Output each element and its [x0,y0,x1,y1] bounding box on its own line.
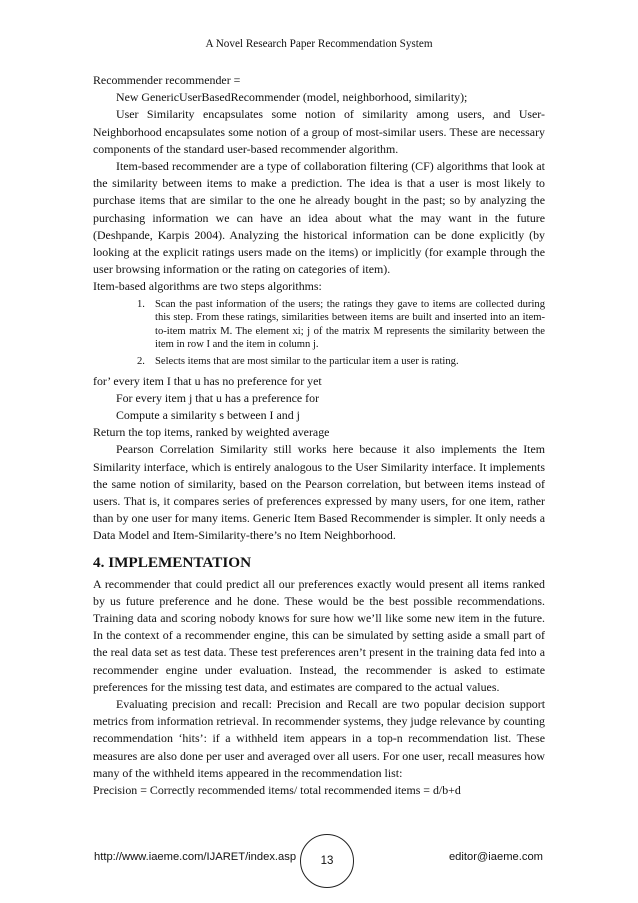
section-heading-implementation: 4. IMPLEMENTATION [93,553,252,571]
pseudocode-line-4: Return the top items, ranked by weighted average [93,425,330,440]
paragraph-item-based: Item-based recommender are a type of collaboration filtering (CF) algorithms that look at the similarity between items to make a prediction. The idea is that a user is most likely to purchase items that are similar to the one he already bought in the past; so by analyzing the purchasing information we can have an idea about what the may want in the future (Deshpande, Karpis 2004). Analyzing the historical information can be done explicitly (by looking at the explicit ratings users made on the items) or implicitly (for example through the user browsing information or the rating on categories of item). [93,159,545,277]
pseudocode-line-3: Compute a similarity s between I and j [116,408,300,423]
list-item [137,355,545,369]
list-item-text: Scan the past information of the users; the ratings they gave to items are collected during this step. From these ratings, similarities between items are built and inserted into an item-to-item matrix M. The element xi; j of the matrix M represents the similarity between the item in row I and the item in column j. [155,298,545,351]
list-item-number: 2. [137,356,145,368]
code-line-recommender-new: New GenericUserBasedRecommender (model, neighborhood, similarity); [116,90,468,105]
footer-email-link[interactable]: editor@iaeme.com [448,851,543,863]
paragraph-evaluation: Evaluating precision and recall: Precision and Recall are two popular decision support metrics from information retrieval. In recommender systems, they judge relevance by counting recommendation ‘hits’: if a withheld item appears in a top-n recommendation list. These measures are also done per user and averaged over all users. For one user, recall measures how many of the withheld items appeared in the recommendation list: [93,697,545,780]
page-number: 13 [320,855,334,867]
steps-intro: Item-based algorithms are two steps algorithms: [93,279,322,294]
steps-list [93,298,545,369]
paragraph-implementation: A recommender that could predict all our preferences exactly would present all items ranked by us future preference and he done. These would be the best possible recommendations. Training data and scoring nobody knows for sure how we’ll like some new item in the future. In the context of a recommender engine, this can be simulated by setting aside a small part of the real data set as test data. These test preferences aren’t present in the training data fed into a recommender engine under evaluation. Instead, the recommender is asked to estimate preferences for the missing test data, and estimates are compared to the actual values. [93,576,545,694]
list-item [137,298,545,352]
running-header-title: A Novel Research Paper Recommendation System [205,38,433,50]
formula-precision: Precision = Correctly recommended items/ total recommended items = d/b+d [93,783,461,798]
code-line-recommender-decl: Recommender recommender = [93,73,241,87]
pseudocode-line-1: for’ every item I that u has no preference for yet [93,373,322,388]
paragraph-user-similarity: User Similarity encapsulates some notion of similarity among users, and User-Neighborhood encapsulates some notion of a group of most-similar users. These are necessary components of the standard user-based recommender algorithm. [93,107,545,156]
list-item-number: 1. [137,298,145,310]
page-body [93,72,545,799]
paragraph-pearson: Pearson Correlation Similarity still works here because it also implements the Item Similarity interface, which is entirely analogous to the User Similarity interface. It implements the same notion of similarity, based on the Pearson correlation, but between items instead of users. That is, it compares series of preferences expressed by many users, for one item, rather than by one user for many items. Generic Item Based Recommender is simpler. It only needs a Data Model and Item-Similarity-there’s no Item Neighborhood. [93,442,545,543]
page-number-badge [300,834,354,888]
pseudocode-line-2: For every item j that u has a preference for [116,390,320,405]
list-item-text: Selects items that are most similar to the particular item a user is rating. [155,356,459,368]
footer-url-link[interactable]: http://www.iaeme.com/IJARET/index.asp [94,851,297,863]
